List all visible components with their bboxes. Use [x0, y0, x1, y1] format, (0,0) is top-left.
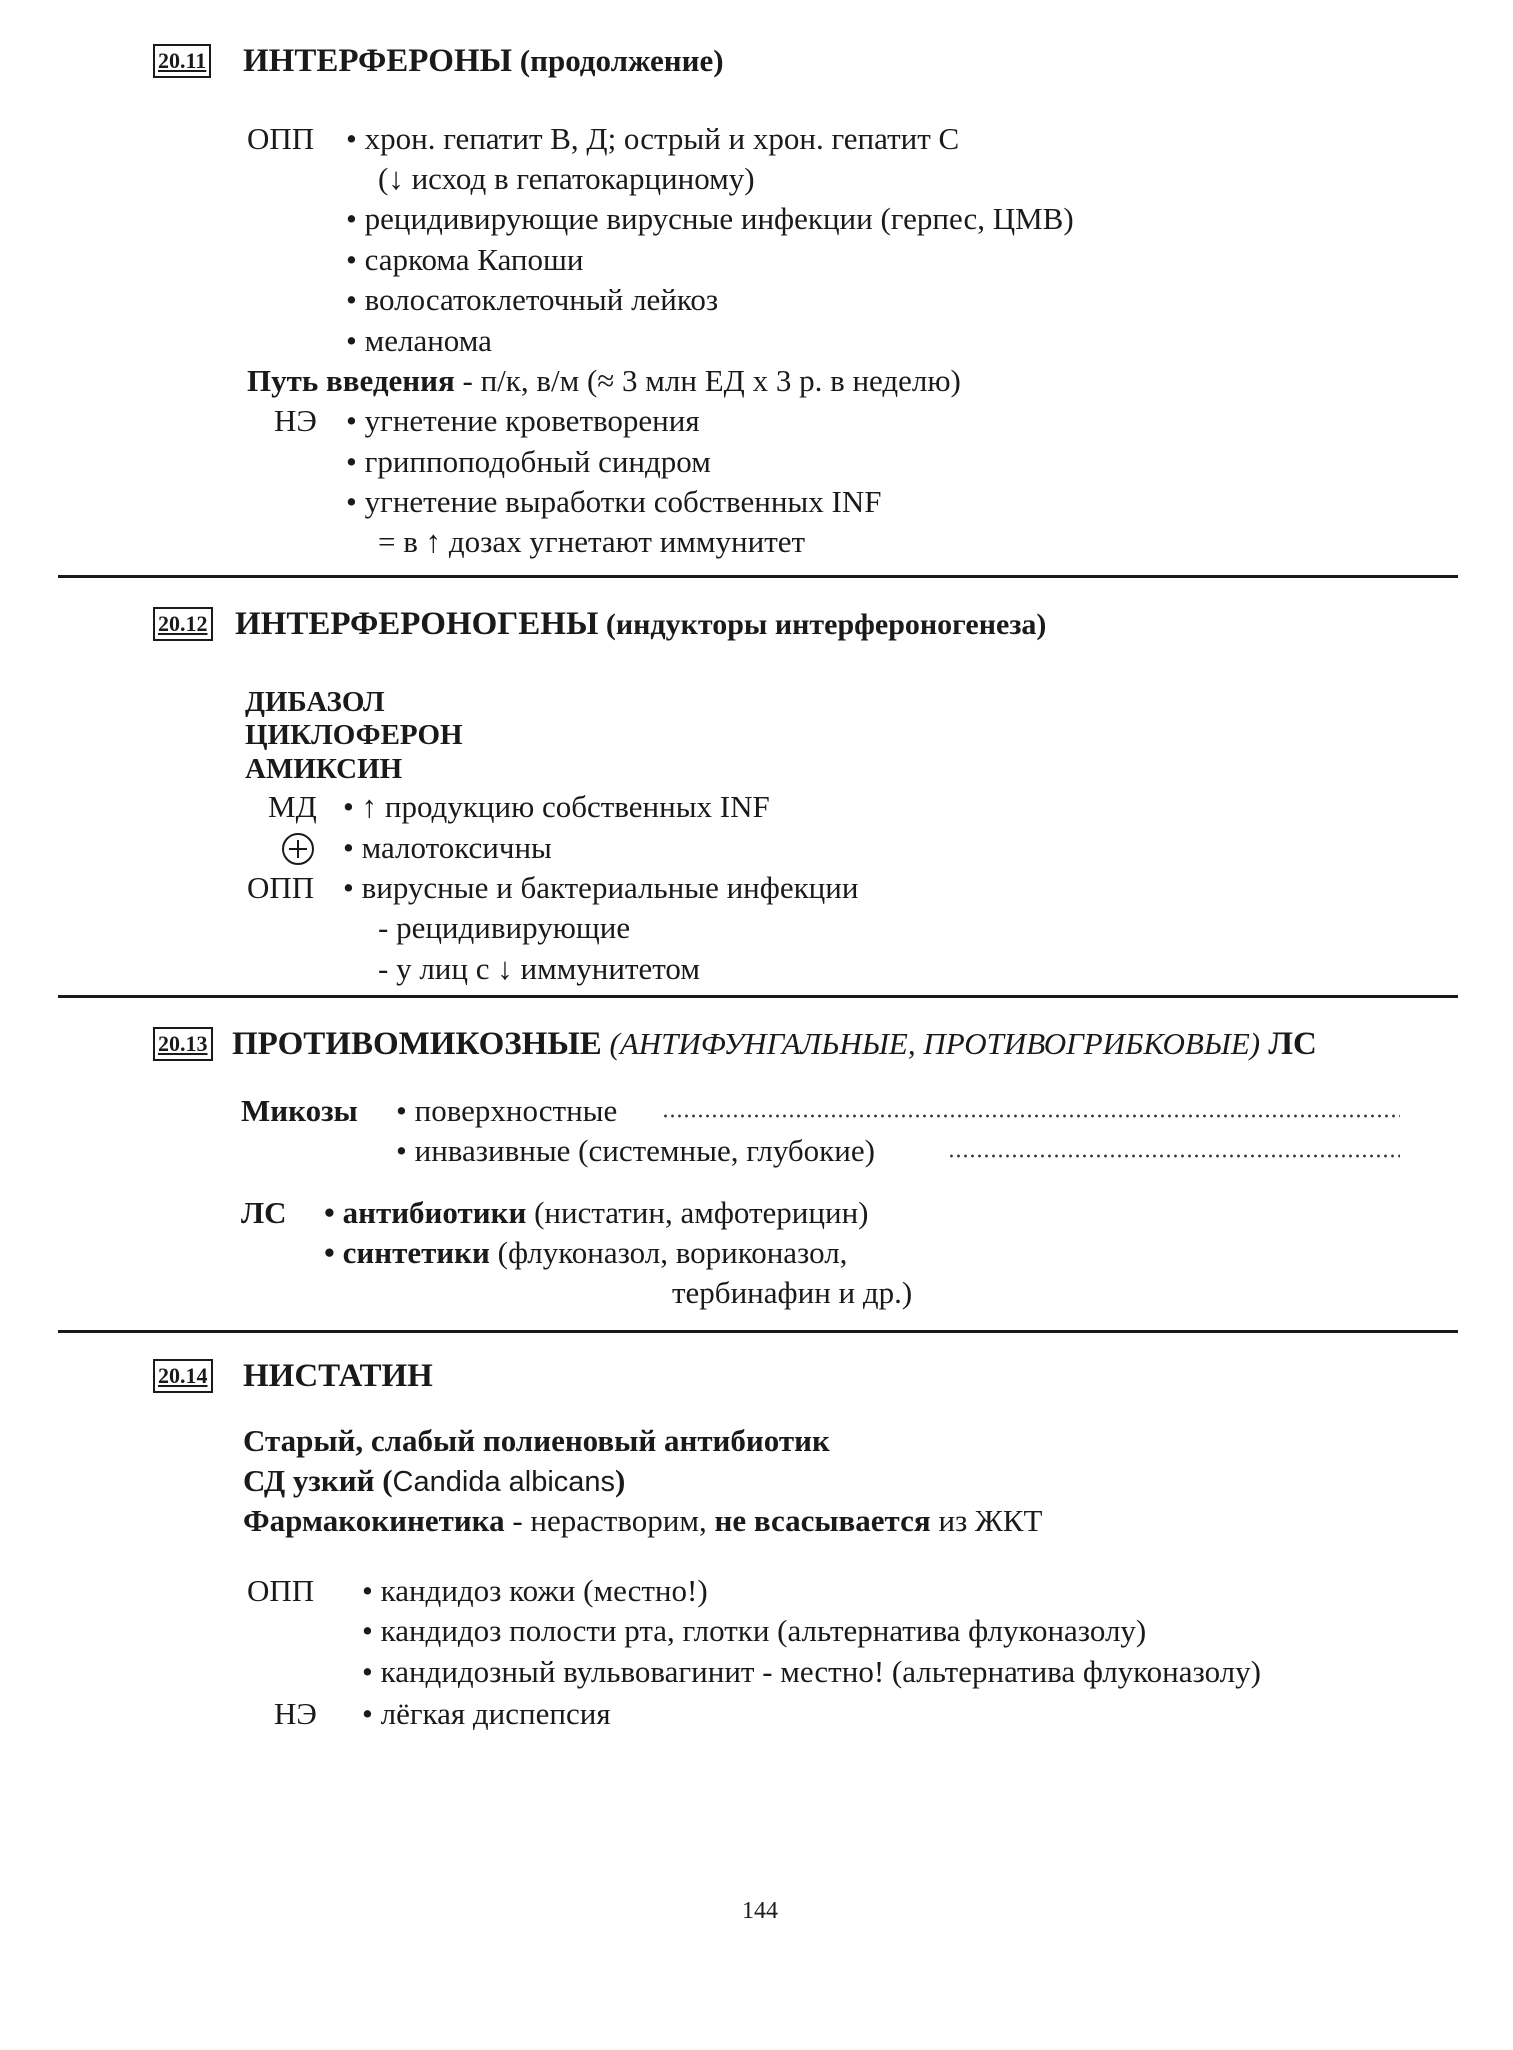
route-text: - п/к, в/м (≈ 3 млн ЕД х 3 р. в неделю): [454, 363, 961, 398]
nystatin-line: [243, 1462, 625, 1501]
opp-item: • кандидоз кожи (местно!): [362, 1573, 708, 1608]
title-main: ПРОТИВОМИКОЗНЫЕ: [232, 1026, 602, 1062]
drug-name: ДИБАЗОЛ: [245, 686, 385, 718]
section-divider: [58, 995, 1458, 998]
pk-bold: не всасывается: [714, 1503, 931, 1538]
opp-item: • рецидивирующие вирусные инфекции (герпес, ЦМВ): [346, 201, 1074, 236]
spectrum-organism: Candida albicans: [392, 1466, 616, 1498]
opp-item: • вирусные и бактериальные инфекции: [343, 870, 859, 905]
dot-leader: [948, 1154, 1400, 1158]
opp-item: - у лиц с ↓ иммунитетом: [378, 951, 700, 986]
dot-leader: [662, 1114, 1400, 1118]
md-label: МД: [268, 789, 317, 824]
pk-text: - нерастворим,: [504, 1503, 715, 1538]
title-note: (продолжение): [512, 43, 724, 78]
opp-label: ОПП: [247, 121, 315, 156]
route-label: Путь введения: [247, 363, 455, 398]
mycoses-item: • поверхностные: [396, 1093, 618, 1128]
section-title-interferons: [243, 42, 724, 80]
opp-item: - рецидивирующие: [378, 910, 631, 945]
drug-name: ЦИКЛОФЕРОН: [245, 719, 463, 751]
ls-item-rest: (нистатин, амфотерицин): [526, 1195, 869, 1230]
pk-label: Фармакокинетика: [243, 1503, 505, 1538]
section-number-20-14: 20.14: [153, 1359, 213, 1393]
route-line: [247, 362, 961, 400]
ls-item: [324, 1234, 847, 1272]
drug-name: АМИКСИН: [245, 753, 403, 785]
opp-item: • меланома: [346, 323, 492, 358]
spectrum-end: ): [615, 1463, 626, 1498]
md-item: • ↑ продукцию собственных INF: [343, 789, 770, 824]
opp-item: • кандидозный вульвовагинит - местно! (альтернатива флуконазолу): [362, 1654, 1261, 1689]
ls-label: ЛС: [241, 1195, 287, 1230]
pk-end: из ЖКТ: [930, 1503, 1043, 1538]
ne-item: • лёгкая диспепсия: [362, 1696, 611, 1731]
section-title-interferonogens: [235, 605, 1046, 644]
nystatin-line: Старый, слабый полиеновый антибиотик: [243, 1423, 830, 1458]
section-divider: [58, 575, 1458, 578]
ne-label: НЭ: [274, 403, 317, 438]
title-main: ИНТЕРФЕРОНЫ: [243, 43, 513, 79]
title-note: (индукторы интерфероногенеза): [598, 608, 1047, 641]
plus-item: • малотоксичны: [343, 830, 552, 865]
spectrum-label: СД узкий (: [243, 1463, 393, 1498]
ne-item: • угнетение выработки собственных INF: [346, 484, 882, 519]
opp-item: • волосатоклеточный лейкоз: [346, 282, 719, 317]
ls-item-continuation: тербинафин и др.): [672, 1275, 913, 1310]
page-number: 144: [742, 1898, 778, 1924]
opp-item: • хрон. гепатит В, Д; острый и хрон. гепатит С: [346, 121, 960, 156]
mycoses-item: • инвазивные (системные, глубокие): [396, 1133, 875, 1168]
title-end: ЛС: [1260, 1026, 1317, 1062]
section-number-20-12: 20.12: [153, 607, 213, 641]
ls-item-rest: (флуконазол, вориконазол,: [489, 1235, 848, 1270]
section-divider: [58, 1330, 1458, 1333]
title-main: ИНТЕРФЕРОНОГЕНЫ: [235, 606, 599, 642]
section-title-nystatin: НИСТАТИН: [243, 1358, 433, 1394]
ne-item: = в ↑ дозах угнетают иммунитет: [378, 524, 806, 559]
opp-label: ОПП: [247, 870, 315, 905]
section-number-20-11: 20.11: [153, 44, 211, 78]
ne-item: • угнетение кроветворения: [346, 403, 700, 438]
mycoses-label: Микозы: [241, 1093, 358, 1128]
opp-item: • кандидоз полости рта, глотки (альтернатива флуконазолу): [362, 1613, 1147, 1648]
nystatin-line: [243, 1502, 1042, 1540]
opp-item: (↓ исход в гепатокарциному): [378, 161, 755, 196]
ls-item-bold: • антибиотики: [324, 1195, 527, 1230]
section-title-antimycotics: [232, 1025, 1317, 1063]
opp-item: • саркома Капоши: [346, 242, 584, 277]
ls-item-bold: • синтетики: [324, 1235, 490, 1270]
ne-label: НЭ: [274, 1696, 317, 1731]
plus-circle-icon: [282, 833, 314, 865]
title-italic: (АНТИФУНГАЛЬНЫЕ, ПРОТИВОГРИБКОВЫЕ): [601, 1026, 1261, 1061]
section-number-20-13: 20.13: [153, 1027, 213, 1061]
ne-item: • гриппоподобный синдром: [346, 444, 711, 479]
ls-item: [324, 1194, 869, 1232]
opp-label: ОПП: [247, 1573, 315, 1608]
